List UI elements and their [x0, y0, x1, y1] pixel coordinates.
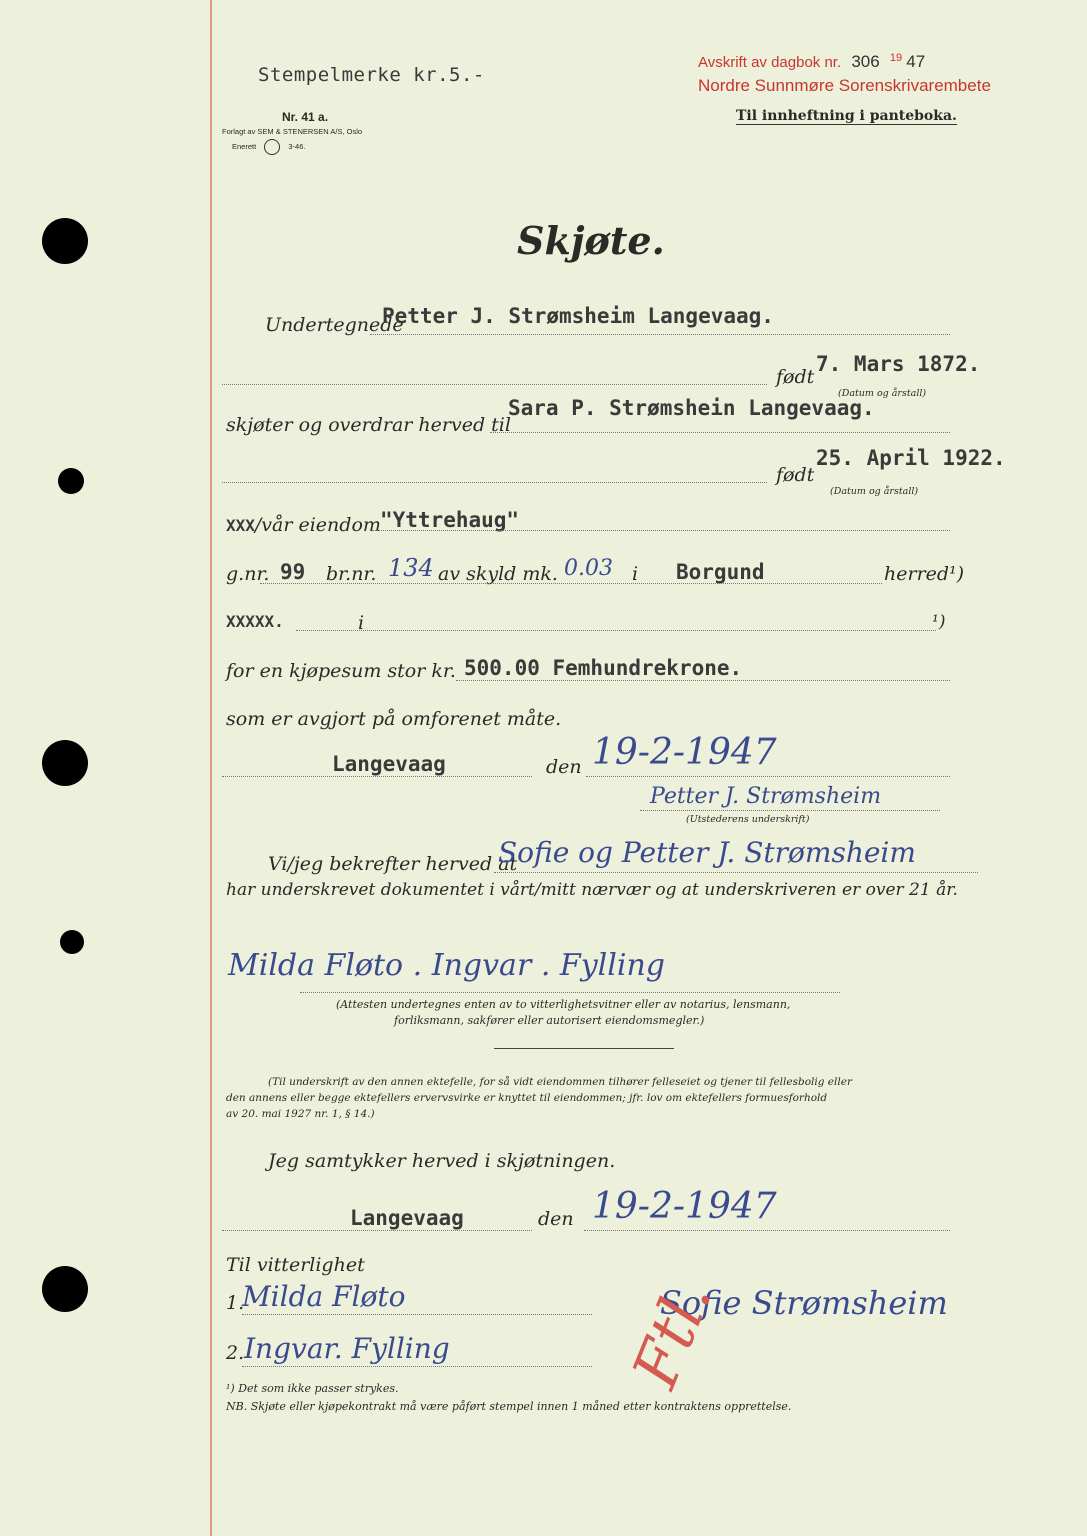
punch-hole: [42, 218, 88, 264]
stamp-year: 47: [906, 52, 926, 71]
fill-line: [242, 1366, 592, 1367]
struck-label: XXXXX.: [226, 612, 284, 631]
signature-line: [640, 810, 940, 811]
herred-value: Borgund: [676, 560, 765, 584]
publisher-line: [232, 139, 305, 155]
spouse-note: (Til underskrift av den annen ektefelle, for så vidt eiendommen tilhører felleseiet og tjener til fellesbolig eller: [268, 1076, 852, 1088]
witness-names: Sofie og Petter J. Strømsheim: [498, 836, 916, 869]
gnr-value: 99: [280, 560, 306, 584]
consent-text: Jeg samtykker herved i skjøtningen.: [268, 1150, 616, 1172]
stamp-year-prefix: 19: [889, 52, 903, 64]
spouse-signature: Sofie Strømsheim: [660, 1284, 948, 1322]
witness-2-name: Ingvar. Fylling: [244, 1332, 450, 1365]
witness-line-2: har underskrevet dokumentet i vårt/mitt nærvær og at underskriveren er over 21 år.: [226, 880, 958, 900]
struck-owner-word: XXX: [226, 516, 255, 535]
skyld-value: 0.03: [564, 556, 613, 581]
fill-line: [584, 1230, 950, 1231]
fill-line: [494, 872, 978, 873]
signing-place: Langevaag: [332, 752, 446, 776]
footnote: ¹) Det som ikke passer strykes.: [226, 1382, 399, 1395]
i-label: i: [358, 612, 365, 634]
spouse-note: av 20. mai 1927 nr. 1, § 14.): [226, 1108, 375, 1120]
punch-hole: [58, 468, 84, 494]
attest-note: forliksmann, sakfører eller autorisert eiendomsmegler.): [394, 1014, 705, 1027]
signing-date-2: 19-2-1947: [592, 1186, 777, 1227]
price-value: 500.00 Femhundrekrone.: [464, 656, 743, 680]
fill-line: [222, 1230, 532, 1231]
red-pen-mark: Ftl.: [618, 1270, 726, 1398]
punch-hole: [60, 930, 84, 954]
fill-line: [370, 334, 950, 335]
witness-label: Vi/jeg bekrefter herved at: [268, 853, 518, 875]
transfer-label: skjøter og overdrar herved til: [226, 414, 511, 436]
fodt-label: født: [776, 366, 815, 388]
publisher-logo-icon: [264, 139, 280, 155]
den-label: den: [538, 1208, 574, 1230]
publisher-date: 3-46.: [288, 141, 306, 151]
fill-line: [490, 432, 950, 433]
stamp-note: Til innheftning i panteboka.: [736, 108, 957, 124]
witness-1-number: 1.: [226, 1292, 245, 1314]
stamp-number: 306: [851, 52, 880, 71]
price-label: for en kjøpesum stor kr.: [226, 660, 456, 682]
form-number: Nr. 41 a.: [282, 110, 329, 124]
skyld-label: av skyld mk.: [438, 563, 558, 585]
spouse-note: den annens eller begge ektefellers ervervsvirke er knyttet til eiendommen; jfr. lov om ektefellers formuesforhold: [226, 1092, 828, 1104]
brnr-label: br.nr.: [326, 563, 377, 585]
fill-line: [222, 776, 532, 777]
datum-hint: (Datum og årstall): [830, 486, 919, 497]
punch-hole: [42, 740, 88, 786]
stempelmerke-label: Stempelmerke kr.5.-: [258, 64, 485, 86]
stamp-prefix: Avskrift av dagbok nr.: [698, 54, 842, 71]
signing-place-2: Langevaag: [350, 1206, 464, 1230]
eiendom-label: /vår eiendom: [254, 514, 381, 536]
seller-name: Petter J. Strømsheim Langevaag.: [382, 304, 774, 328]
fill-line: [296, 630, 936, 631]
fill-line: [456, 680, 950, 681]
punch-hole: [42, 1266, 88, 1312]
fill-line: [586, 776, 950, 777]
witness-2-number: 2.: [226, 1342, 245, 1364]
signing-date: 19-2-1947: [592, 732, 777, 773]
divider: [494, 1048, 674, 1049]
vitterlighet-label: Til vitterlighet: [226, 1254, 365, 1276]
undertegnede-label: Undertegnede: [265, 314, 404, 336]
den-label: den: [546, 756, 582, 778]
seller-signature: Petter J. Strømsheim: [650, 784, 882, 809]
fill-line: [372, 530, 950, 531]
property-name: "Yttrehaug": [380, 508, 520, 532]
gnr-label: g.nr.: [226, 563, 270, 585]
signature-line: [300, 992, 840, 993]
fodt-label: født: [776, 464, 815, 486]
witness-signatures: Milda Fløto . Ingvar . Fylling: [228, 948, 665, 983]
signature-hint: (Utstederens underskrift): [686, 814, 810, 825]
fill-line: [242, 1314, 592, 1315]
i-label: i: [632, 563, 639, 585]
seller-birthdate: 7. Mars 1872.: [816, 352, 981, 376]
herred-label: herred¹): [884, 563, 965, 585]
brnr-value: 134: [388, 554, 434, 582]
fill-line: [222, 482, 767, 483]
enerett-label: Enerett: [232, 141, 257, 151]
attest-note: (Attesten undertegnes enten av to vitterlighetsvitner eller av notarius, lensmann,: [336, 998, 791, 1011]
margin-rule: [210, 0, 212, 1536]
document-title: Skjøte.: [517, 218, 665, 263]
eiendom-line: [226, 514, 381, 536]
buyer-birthdate: 25. April 1922.: [816, 446, 1006, 470]
fill-line: [222, 384, 767, 385]
publisher-line: Forlagt av SEM & STENERSEN A/S, Oslo: [222, 127, 363, 136]
witness-1-name: Milda Fløto: [242, 1280, 406, 1313]
buyer-name: Sara P. Strømshein Langevaag.: [508, 396, 875, 420]
stamp-office: Nordre Sunnmøre Sorenskrivarembete: [698, 76, 991, 95]
datum-hint: (Datum og årstall): [838, 388, 927, 399]
stamp-dagbok-line: [698, 52, 925, 72]
settled-text: som er avgjort på omforenet måte.: [226, 708, 562, 730]
nb-note: NB. Skjøte eller kjøpekontrakt må være påført stempel innen 1 måned etter kontraktens opprettelse.: [226, 1400, 792, 1413]
footnote-ref: ¹): [932, 612, 946, 632]
fill-line: [260, 583, 882, 584]
